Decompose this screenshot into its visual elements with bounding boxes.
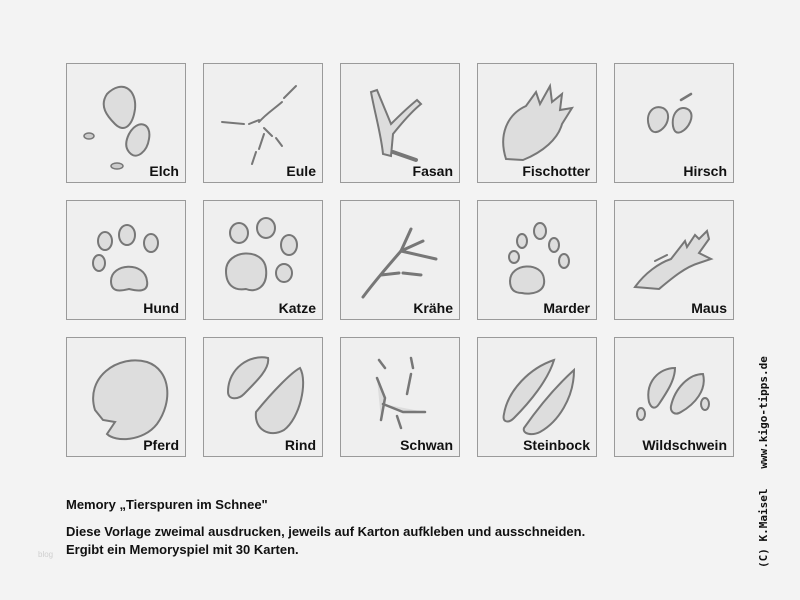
watermark: blog [38, 550, 54, 559]
instruction-line: Ergibt ein Memoryspiel mit 30 Karten. [66, 542, 299, 557]
instruction-line: Diese Vorlage zweimal ausdrucken, jeweils auf Karton aufkleben und ausschneiden. [66, 524, 586, 539]
memory-card [340, 63, 460, 183]
memory-card [203, 63, 323, 183]
card-label: Fischotter [522, 163, 590, 179]
memory-card [340, 337, 460, 457]
memory-card [614, 63, 734, 183]
instructions [66, 523, 585, 559]
card-label: Krähe [413, 300, 453, 316]
page-title: Memory „Tierspuren im Schnee" [66, 497, 268, 512]
card-label: Wildschwein [642, 437, 727, 453]
card-label: Rind [284, 437, 316, 453]
memory-card [340, 200, 460, 320]
memory-card [203, 337, 323, 457]
memory-card [66, 337, 186, 457]
card-label: Fasan [412, 163, 453, 179]
memory-card [66, 63, 186, 183]
card-label: Pferd [143, 437, 179, 453]
card-label: Elch [149, 163, 179, 179]
memory-card [477, 200, 597, 320]
memory-card [477, 63, 597, 183]
card-label: Eule [286, 163, 316, 179]
memory-card [614, 337, 734, 457]
card-label: Marder [543, 300, 590, 316]
card-label: Hund [143, 300, 179, 316]
card-label: Hirsch [683, 163, 727, 179]
card-label: Katze [278, 300, 316, 316]
memory-card [203, 200, 323, 320]
card-label: Maus [691, 300, 727, 316]
card-label: Schwan [400, 437, 453, 453]
card-label: Steinbock [523, 437, 590, 453]
memory-card [477, 337, 597, 457]
copyright-notice: (C) K.Maisel www.kigo-tipps.de [757, 356, 770, 568]
memory-card [614, 200, 734, 320]
memory-card [66, 200, 186, 320]
